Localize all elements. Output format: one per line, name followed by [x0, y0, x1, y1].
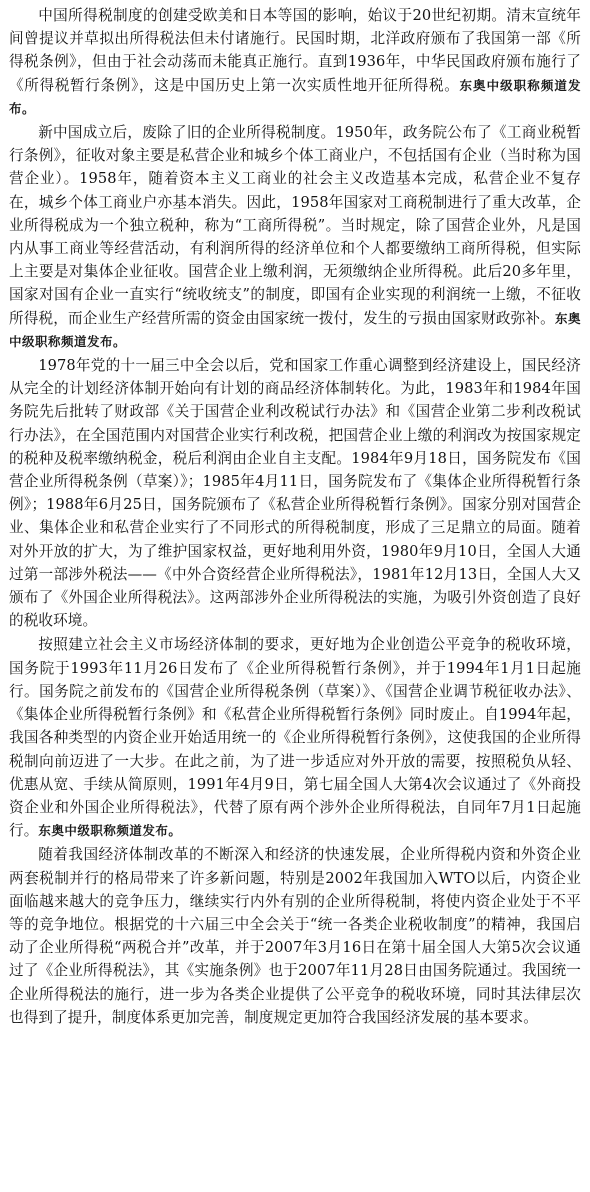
paragraph-1: [9, 4, 581, 120]
paragraph-3-text: 1978年党的十一届三中全会以后，党和国家工作重心调整到经济建设上，国民经济从完全的计划经济体制开始向有计划的商品经济体制转化。为此，1983年和1984年国务院先后批转了财政部《关于国营企业利改税试行办法》和《国营企业第二步利改税试行办法》，在全国范围内对国营企业实行利改税，把国营企业上缴的利润改为按国家规定的税种及税率缴纳税金，税后利润由企业自主支配。1984年9月18日，国务院发布《国营企业所得税条例（草案）》；1985年4月11日，国务院发布了《集体企业所得税暂行条例》；1988年6月25日，国务院颁布了《私营企业所得税暂行条例》。国家分别对国营企业、集体企业和私营企业实行了不同形式的所得税制度，形成了三足鼎立的局面。随着对外开放的扩大，为了维护国家权益，更好地利用外资，1980年9月10日，全国人大通过第一部涉外税法——《中外合资经营企业所得税法》，1981年12月13日，全国人大又颁布了《外国企业所得税法》。这两部涉外企业所得税法的实施，为吸引外资创造了良好的税收环境。: [9, 357, 581, 630]
paragraph-5-text: 随着我国经济体制改革的不断深入和经济的快速发展，企业所得税内资和外资企业两套税制并行的格局带来了许多新问题，特别是2002年我国加入WTO以后，内资企业面临越来越大的竞争压力，继续实行内外有别的企业所得税制，将使内资企业处于不平等的竞争地位。根据党的十六届三中全会关于“统一各类企业税收制度”的精神，我国启动了企业所得税“两税合并”改革，并于2007年3月16日在第十届全国人大第5次会议通过了《企业所得税法》，其《实施条例》也于2007年11月28日由国务院通过。我国统一企业所得税法的施行，进一步为各类企业提供了公平竞争的税收环境，同时其法律层次也得到了提升，制度体系更加完善，制度规定更加符合我国经济发展的基本要求。: [9, 846, 581, 1026]
paragraph-3: [9, 354, 581, 632]
watermark-text: 东奥中级职称频道发布。: [38, 823, 182, 839]
paragraph-2-text: 新中国成立后，废除了旧的企业所得税制度。1950年，政务院公布了《工商业税暂行条例》，征收对象主要是私营企业和城乡个体工商业户，不包括国有企业（当时称为国营企业）。1958年，随着资本主义工商业的社会主义改造基本完成，私营企业不复存在，城乡个体工商业户亦基本消失。因此，1958年国家对工商税制进行了重大改革，企业所得税成为一个独立税种，称为“工商所得税”。当时规定，除了国营企业外，凡是国内从事工商业等经营活动，有利润所得的经济单位和个人都要缴纳工商所得税，但实际上主要是对集体企业征收。国营企业上缴利润，无须缴纳企业所得税。此后20多年里，国家对国有企业一直实行“统收统支”的制度，即国有企业实现的利润统一上缴，不征收所得税，而企业生产经营所需的资金由国家统一拨付，发生的亏损由国家财政弥补。: [9, 124, 581, 327]
paragraph-5: [9, 843, 581, 1029]
paragraph-2: [9, 121, 581, 353]
paragraph-1-text: 中国所得税制度的创建受欧美和日本等国的影响，始议于20世纪初期。清末宣统年间曾提议并草拟出所得税法但未付诸施行。民国时期，北洋政府颁布了我国第一部《所得税条例》，但由于社会动荡而未能真正施行。直到1936年，中华民国政府颁布施行了《所得税暂行条例》，这是中国历史上第一次实质性地开征所得税。: [9, 7, 581, 94]
watermark-text: 东奥中级职称频道发布。: [9, 310, 581, 349]
paragraph-4-text: 按照建立社会主义市场经济体制的要求，更好地为企业创造公平竞争的税收环境，国务院于1993年11月26日发布了《企业所得税暂行条例》，并于1994年1月1日起施行。国务院之前发布的《国营企业所得税条例（草案）》、《国营企业调节税征收办法》、《集体企业所得税暂行条例》和《私营企业所得税暂行条例》同时废止。自1994年起，我国各种类型的内资企业开始适用统一的《企业所得税暂行条例》，这使我国的企业所得税制向前迈进了一大步。在此之前，为了进一步适应对外开放的需要，按照税负从轻、优惠从宽、手续从简原则，1991年4月9日，第七届全国人大第4次会议通过了《外商投资企业和外国企业所得税法》，代替了原有两个涉外企业所得税法，自同年7月1日起施行。: [9, 636, 581, 840]
paragraph-4: [9, 633, 581, 842]
watermark-text: 东奥中级职称频道发布。: [9, 77, 581, 116]
